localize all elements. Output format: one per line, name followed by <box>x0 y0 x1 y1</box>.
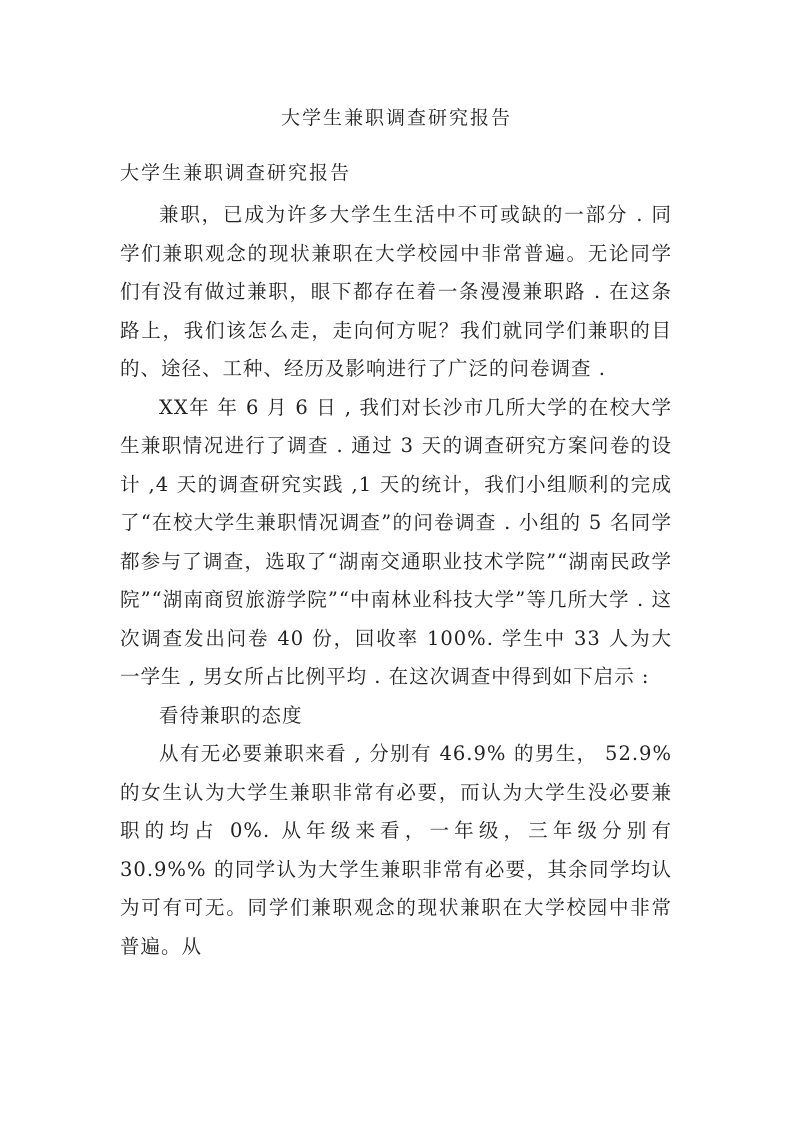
document-subtitle: 大学生兼职调查研究报告 <box>120 162 352 184</box>
document-title: 大学生兼职调查研究报告 <box>280 107 512 129</box>
paragraph-survey: XX年 年 6 月 6 日 , 我们对长沙市几所大学的在校大学生兼职情况进行了调查 . 通过 3 天的调查研究方案问卷的设计 ,4 天的调查研究实践 ,1 天的统计，我们小组顺利的完成了“在校大学生兼职情况调查”的问卷调查 . 小组的 5 名同学都参与了调查，选取了“湖南交通职业技术学院”“湖南民政学院”“湖南商贸旅游学院”“中南林业科技大学”等几所大学 . 这次调查发出问卷 40 份，回收率 100%. 学生中 33 人为大一学生 , 男女所占比例平均 . 在这次调查中得到如下启示 : <box>120 395 672 688</box>
section-heading-attitude: 看待兼职的态度 <box>159 703 303 727</box>
paragraph-attitude: 从有无必要兼职来看 , 分别有 46.9% 的男生， 52.9% 的女生认为大学生兼职非常有必要，而认为大学生没必要兼职的均占 0%. 从年级来看，一年级，三年级分别有 30.9%% 的同学认为大学生兼职非常有必要，其余同学均认为可有可无。同学们兼职观念的现状兼职在大学校园中非常普遍。从 <box>120 742 672 958</box>
document-body <box>120 196 672 966</box>
paragraph-intro: 兼职，已成为许多大学生生活中不可或缺的一部分 . 同学们兼职观念的现状兼职在大学校园中非常普遍。无论同学们有没有做过兼职，眼下都存在着一条漫漫兼职路 . 在这条路上，我们该怎么走，走向何方呢？我们就同学们兼职的目的、途径、工种、经历及影响进行了广泛的问卷调查 . <box>120 203 672 380</box>
